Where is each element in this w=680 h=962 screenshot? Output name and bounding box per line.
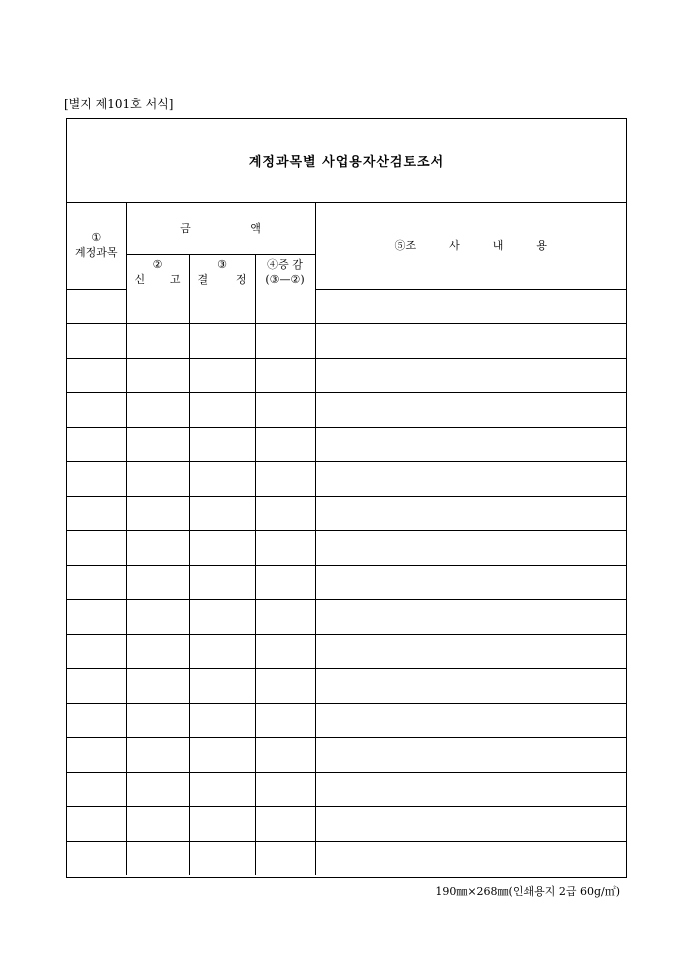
content-cell[interactable] (315, 703, 626, 738)
report-cell[interactable] (126, 565, 189, 600)
decision-cell[interactable] (189, 289, 255, 324)
table-row (67, 289, 626, 324)
table-row (67, 600, 626, 635)
change-label: ④증 감 (267, 258, 303, 271)
content-cell[interactable] (315, 358, 626, 393)
content-cell[interactable] (315, 289, 626, 324)
decision-cell[interactable] (189, 324, 255, 359)
account-label: 계정과목 (74, 246, 118, 260)
decision-label-b: 정 (235, 273, 247, 286)
table-row (67, 807, 626, 842)
account-cell[interactable] (67, 634, 126, 669)
change-cell[interactable] (255, 324, 315, 359)
report-label-b: 고 (169, 273, 181, 286)
table-row (67, 496, 626, 531)
report-cell[interactable] (126, 703, 189, 738)
account-cell[interactable] (67, 496, 126, 531)
report-cell[interactable] (126, 324, 189, 359)
table-row (67, 358, 626, 393)
content-cell[interactable] (315, 324, 626, 359)
account-cell[interactable] (67, 358, 126, 393)
table-row (67, 669, 626, 704)
report-cell[interactable] (126, 531, 189, 566)
decision-number-mark: ③ (217, 258, 227, 271)
report-cell[interactable] (126, 669, 189, 704)
content-cell[interactable] (315, 841, 626, 875)
table-row (67, 393, 626, 428)
report-cell[interactable] (126, 738, 189, 773)
review-table (67, 202, 626, 875)
decision-cell[interactable] (189, 427, 255, 462)
report-cell[interactable] (126, 841, 189, 875)
change-cell[interactable] (255, 669, 315, 704)
change-cell[interactable] (255, 703, 315, 738)
change-cell[interactable] (255, 565, 315, 600)
decision-cell[interactable] (189, 496, 255, 531)
change-cell[interactable] (255, 496, 315, 531)
report-header (126, 255, 189, 290)
content-cell[interactable] (315, 427, 626, 462)
decision-cell[interactable] (189, 841, 255, 875)
decision-cell[interactable] (189, 669, 255, 704)
decision-cell[interactable] (189, 531, 255, 566)
decision-cell[interactable] (189, 703, 255, 738)
table-row (67, 703, 626, 738)
table-row (67, 427, 626, 462)
content-cell[interactable] (315, 393, 626, 428)
account-cell[interactable] (67, 600, 126, 635)
change-cell[interactable] (255, 531, 315, 566)
account-cell[interactable] (67, 393, 126, 428)
change-cell[interactable] (255, 358, 315, 393)
content-cell[interactable] (315, 772, 626, 807)
data-rows (67, 289, 626, 875)
decision-label-a: 결 (197, 273, 209, 286)
form-number-label: [별지 제101호 서식] (64, 97, 174, 111)
report-cell[interactable] (126, 634, 189, 669)
table-row (67, 738, 626, 773)
account-cell[interactable] (67, 531, 126, 566)
account-header (67, 202, 126, 289)
change-cell[interactable] (255, 600, 315, 635)
change-cell[interactable] (255, 393, 315, 428)
change-cell[interactable] (255, 772, 315, 807)
decision-cell[interactable] (189, 358, 255, 393)
account-cell[interactable] (67, 565, 126, 600)
decision-cell[interactable] (189, 772, 255, 807)
account-cell[interactable] (67, 807, 126, 842)
decision-cell[interactable] (189, 600, 255, 635)
change-cell[interactable] (255, 738, 315, 773)
decision-header (189, 255, 255, 290)
change-cell[interactable] (255, 841, 315, 875)
form-frame (66, 118, 627, 878)
content-cell[interactable] (315, 634, 626, 669)
account-cell[interactable] (67, 772, 126, 807)
change-cell[interactable] (255, 634, 315, 669)
form-title: 계정과목별 사업용자산검토조서 (67, 119, 626, 203)
content-header (315, 202, 626, 289)
content-cell[interactable] (315, 600, 626, 635)
decision-cell[interactable] (189, 462, 255, 497)
report-cell[interactable] (126, 393, 189, 428)
report-cell[interactable] (126, 358, 189, 393)
report-number-mark: ② (152, 258, 163, 271)
content-cell[interactable] (315, 462, 626, 497)
account-cell[interactable] (67, 669, 126, 704)
content-cell[interactable] (315, 807, 626, 842)
change-cell[interactable] (255, 807, 315, 842)
paper-spec-note: 190㎜×268㎜(인쇄용지 2급 60g/㎡) (435, 885, 620, 898)
change-cell[interactable] (255, 462, 315, 497)
report-cell[interactable] (126, 289, 189, 324)
account-cell[interactable] (67, 841, 126, 875)
content-cell[interactable] (315, 531, 626, 566)
change-formula: (③—②) (265, 273, 305, 286)
change-cell[interactable] (255, 427, 315, 462)
account-number-mark: ① (91, 231, 102, 245)
account-cell[interactable] (67, 738, 126, 773)
content-cell[interactable] (315, 496, 626, 531)
content-cell[interactable] (315, 738, 626, 773)
table-row (67, 634, 626, 669)
report-cell[interactable] (126, 462, 189, 497)
table-row (67, 841, 626, 875)
decision-cell[interactable] (189, 634, 255, 669)
amount-header (126, 202, 315, 255)
report-cell[interactable] (126, 772, 189, 807)
report-cell[interactable] (126, 600, 189, 635)
account-cell[interactable] (67, 703, 126, 738)
amount-label: 금 액 (180, 222, 289, 235)
decision-cell[interactable] (189, 393, 255, 428)
report-cell[interactable] (126, 807, 189, 842)
table-row (67, 531, 626, 566)
table-row (67, 324, 626, 359)
report-label-a: 신 (134, 273, 146, 286)
content-label: ⑤조 사 내 용 (394, 239, 548, 253)
account-cell[interactable] (67, 324, 126, 359)
decision-cell[interactable] (189, 807, 255, 842)
account-cell[interactable] (67, 462, 126, 497)
decision-cell[interactable] (189, 738, 255, 773)
account-cell[interactable] (67, 427, 126, 462)
change-cell[interactable] (255, 289, 315, 324)
account-cell[interactable] (67, 289, 126, 324)
report-cell[interactable] (126, 427, 189, 462)
change-header (255, 255, 315, 290)
table-row (67, 462, 626, 497)
content-cell[interactable] (315, 565, 626, 600)
table-row (67, 565, 626, 600)
content-cell[interactable] (315, 669, 626, 704)
report-cell[interactable] (126, 496, 189, 531)
decision-cell[interactable] (189, 565, 255, 600)
table-row (67, 772, 626, 807)
header-row-1 (67, 202, 626, 255)
